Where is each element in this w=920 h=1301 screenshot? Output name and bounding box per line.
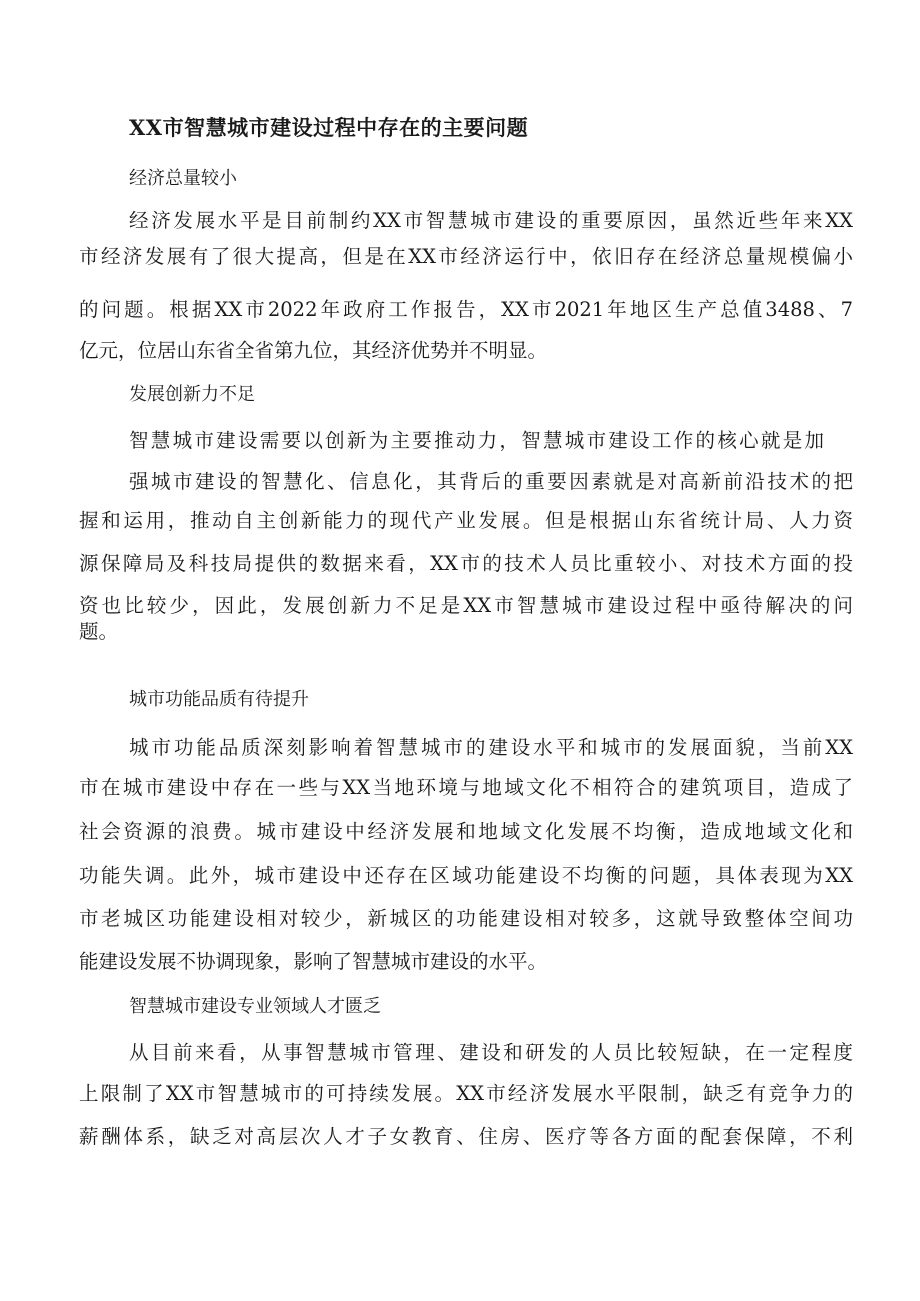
paragraph-line: 城市功能品质深刻影响着智慧城市的建设水平和城市的发展面貌，当前XX	[129, 736, 853, 759]
paragraph-line: 市老城区功能建设相对较少，新城区的功能建设相对较多，这就导致整体空间功	[79, 907, 853, 930]
paragraph-line: 智慧城市建设需要以创新为主要推动力，智慧城市建设工作的核心就是加	[129, 429, 824, 452]
paragraph-line: 能建设发展不协调现象，影响了智慧城市建设的水平。	[79, 950, 548, 973]
paragraph-line: 资也比较少，因此，发展创新力不足是XX市智慧城市建设过程中亟待解决的问	[79, 594, 853, 617]
paragraph-line: 经济发展水平是目前制约XX市智慧城市建设的重要原因，虽然近些年来XX	[129, 209, 853, 232]
paragraph-line: 功能失调。此外，城市建设中还存在区域功能建设不均衡的问题，具体表现为XX	[79, 864, 853, 887]
paragraph-line: 从目前来看，从事智慧城市管理、建设和研发的人员比较短缺，在一定程度	[129, 1041, 853, 1064]
section-heading: 智慧城市建设专业领域人才匮乏	[129, 996, 381, 1017]
paragraph-line: 市在城市建设中存在一些与XX当地环境与地域文化不相符合的建筑项目，造成了	[79, 776, 853, 799]
paragraph-line: 源保障局及科技局提供的数据来看，XX市的技术人员比重较小、对技术方面的投	[79, 552, 853, 575]
section-heading: 发展创新力不足	[129, 384, 255, 405]
paragraph-line: 题。	[79, 620, 119, 643]
paragraph-line: 上限制了XX市智慧城市的可持续发展。XX市经济发展水平限制，缺乏有竞争力的	[79, 1082, 853, 1105]
paragraph-line: 强城市建设的智慧化、信息化，其背后的重要因素就是对高新前沿技术的把	[129, 470, 853, 493]
paragraph-line: 的问题。根据XX市2022年政府工作报告，XX市2021年地区生产总值3488、7	[79, 298, 853, 321]
paragraph-line: 握和运用，推动自主创新能力的现代产业发展。但是根据山东省统计局、人力资	[79, 509, 853, 532]
section-heading: 城市功能品质有待提升	[129, 689, 309, 710]
document-title: XX市智慧城市建设过程中存在的主要问题	[129, 115, 529, 140]
paragraph-line: 社会资源的浪费。城市建设中经济发展和地域文化发展不均衡，造成地域文化和	[79, 820, 853, 843]
paragraph-line: 薪酬体系，缺乏对高层次人才子女教育、住房、医疗等各方面的配套保障，不利	[79, 1125, 853, 1148]
paragraph-line: 市经济发展有了很大提高，但是在XX市经济运行中，依旧存在经济总量规模偏小	[79, 245, 853, 268]
section-heading: 经济总量较小	[129, 168, 237, 189]
paragraph-line: 亿元，位居山东省全省第九位，其经济优势并不明显。	[79, 339, 548, 362]
